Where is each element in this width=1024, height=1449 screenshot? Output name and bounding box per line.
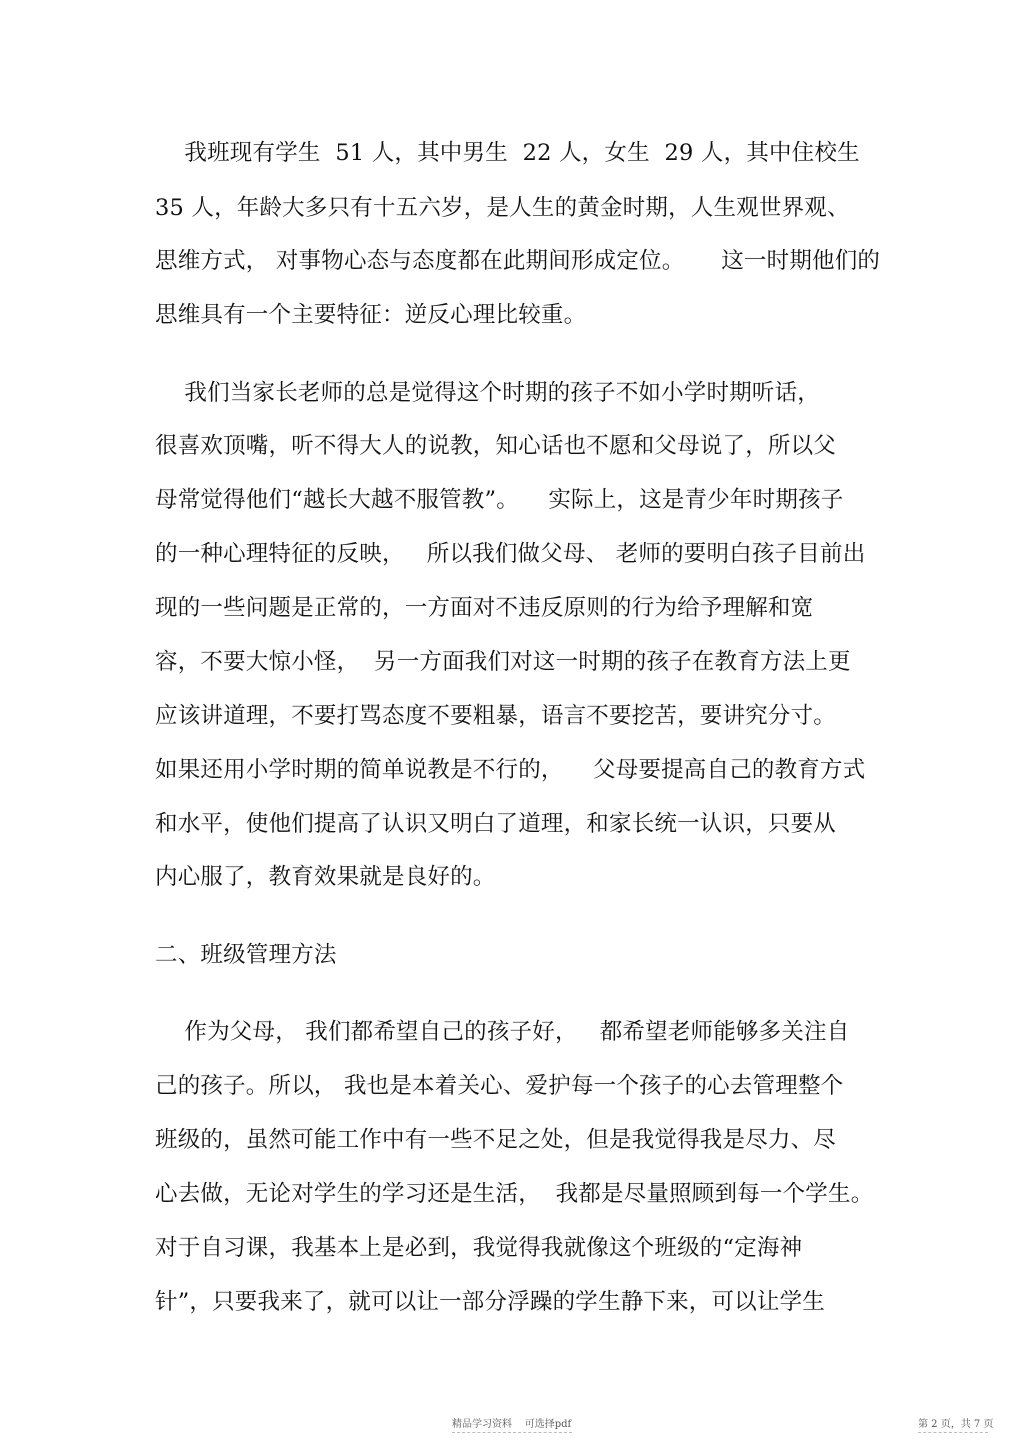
paragraph-2-line-2: 很喜欢顶嘴，听不得大人的说教，知心话也不愿和父母说了，所以父 bbox=[155, 433, 837, 459]
paragraph-1-line-2: 35 人，年龄大多只有十五六岁，是人生的黄金时期，人生观世界观、 bbox=[155, 195, 850, 221]
paragraph-2-line-7: 应该讲道理，不要打骂态度不要粗暴，语言不要挖苦，要讲究分寸。 bbox=[155, 703, 837, 729]
paragraph-2-line-3: 母常觉得他们“越长大越不服管教”。 实际上，这是青少年时期孩子 bbox=[155, 487, 844, 513]
paragraph-2-line-4: 的一种心理特征的反映， 所以我们做父母、 老师的要明白孩子目前出 bbox=[155, 541, 866, 567]
paragraph-3-line-1: 作为父母， 我们都希望自己的孩子好， 都希望老师能够多关注自 bbox=[155, 1019, 850, 1045]
paragraph-2-line-1: 我们当家长老师的总是觉得这个时期的孩子不如小学时期听话， bbox=[155, 380, 821, 406]
paragraph-3-line-2: 己的孩子。所以， 我也是本着关心、爱护每一个孩子的心去管理整个 bbox=[155, 1073, 844, 1099]
paragraph-2-line-8: 如果还用小学时期的简单说教是不行的， 父母要提高自己的教育方式 bbox=[155, 757, 866, 783]
paragraph-2-line-5: 现的一些问题是正常的，一方面对不违反原则的行为给予理解和宽 bbox=[155, 595, 814, 621]
paragraph-1-line-3: 思维方式， 对事物心态与态度都在此期间形成定位。 这一时期他们的 bbox=[155, 248, 881, 274]
paragraph-2-line-10: 内心服了，教育效果就是良好的。 bbox=[155, 864, 496, 890]
paragraph-1-line-1: 我班现有学生 51 人，其中男生 22 人，女生 29 人，其中住校生 bbox=[155, 140, 860, 166]
footer-page-number: 第 2 页，共 7 页 bbox=[918, 1419, 994, 1430]
footer-divider-left bbox=[452, 1432, 572, 1433]
footer-source-label: 精品学习资料 可选择pdf bbox=[452, 1419, 572, 1430]
paragraph-3-line-3: 班级的，虽然可能工作中有一些不足之处，但是我觉得我是尽力、尽 bbox=[155, 1127, 837, 1153]
paragraph-3-line-6: 针”，只要我来了，就可以让一部分浮躁的学生静下来，可以让学生 bbox=[155, 1289, 826, 1315]
paragraph-2-line-9: 和水平，使他们提高了认识又明白了道理，和家长统一认识，只要从 bbox=[155, 811, 837, 837]
paragraph-2-line-6: 容，不要大惊小怪， 另一方面我们对这一时期的孩子在教育方法上更 bbox=[155, 649, 851, 675]
section-heading: 二、班级管理方法 bbox=[155, 942, 337, 968]
paragraph-3-line-4: 心去做，无论对学生的学习还是生活， 我都是尽量照顾到每一个学生。 bbox=[155, 1181, 874, 1207]
footer-divider-right bbox=[918, 1432, 988, 1433]
paragraph-1-line-4: 思维具有一个主要特征：逆反心理比较重。 bbox=[155, 302, 587, 328]
paragraph-3-line-5: 对于自习课，我基本上是必到，我觉得我就像这个班级的“定海神 bbox=[155, 1235, 803, 1261]
